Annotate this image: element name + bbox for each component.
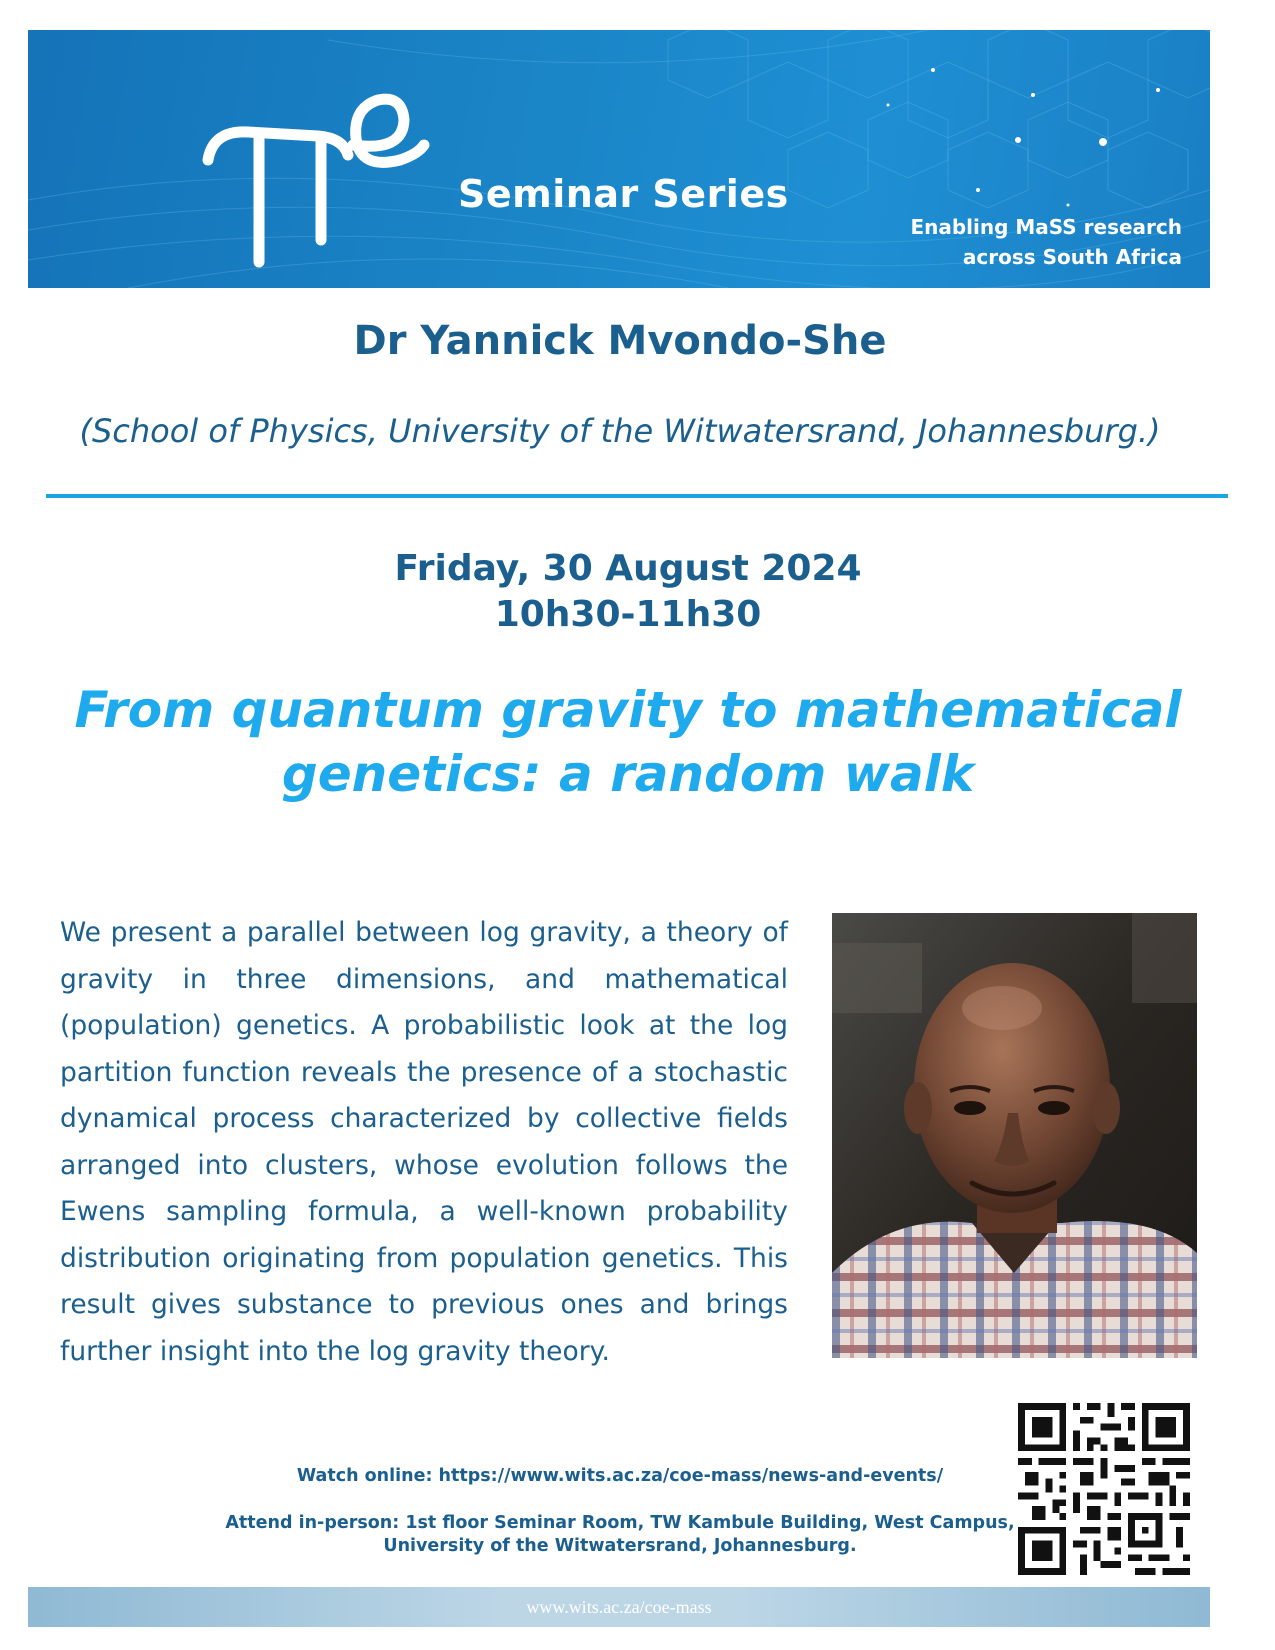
tagline-line-1: Enabling MaSS research (910, 215, 1182, 239)
attend-line-1: Attend in-person: 1st floor Seminar Room, TW Kambule Building, West Campus, (225, 1513, 1015, 1533)
speaker-photo (832, 913, 1197, 1358)
footer-url[interactable]: www.wits.ac.za/coe-mass (526, 1597, 712, 1617)
talk-abstract: We present a parallel between log gravity, a theory of gravity in three dimensions, and mathematical (population) genetics. A probabilistic look at the log partition function reveals the presence of a stochastic dynamical process characterized by collective fields arranged into clusters, whose evolution follows the Ewens sampling formula, a well-known probability distribution originating from population genetics. This result gives substance to previous ones and brings further insight into the log gravity theory. (60, 917, 788, 1367)
watch-online-link[interactable]: Watch online: https://www.wits.ac.za/coe-mass/news-and-events/ (296, 1466, 944, 1486)
section-divider (46, 494, 1228, 498)
speaker-affiliation: (School of Physics, University of the Witwatersrand, Johannesburg.) (79, 412, 1161, 450)
tagline-line-2: across South Africa (962, 245, 1182, 269)
series-title: Seminar Series (458, 172, 789, 216)
speaker-portrait-illustration (832, 913, 1197, 1358)
speaker-name: Dr Yannick Mvondo-She (353, 318, 887, 364)
talk-title: From quantum gravity to mathematical genetics: a random walk (74, 681, 1182, 803)
footer-bar (28, 1587, 1210, 1627)
header-banner (28, 30, 1210, 288)
attend-line-2: University of the Witwatersrand, Johannesburg. (383, 1536, 857, 1556)
event-date: Friday, 30 August 2024 (394, 548, 862, 589)
mass-logo-icon (168, 90, 468, 270)
qr-code-icon[interactable] (1018, 1403, 1190, 1575)
event-time: 10h30-11h30 (494, 594, 762, 635)
banner-tagline (910, 212, 1182, 272)
